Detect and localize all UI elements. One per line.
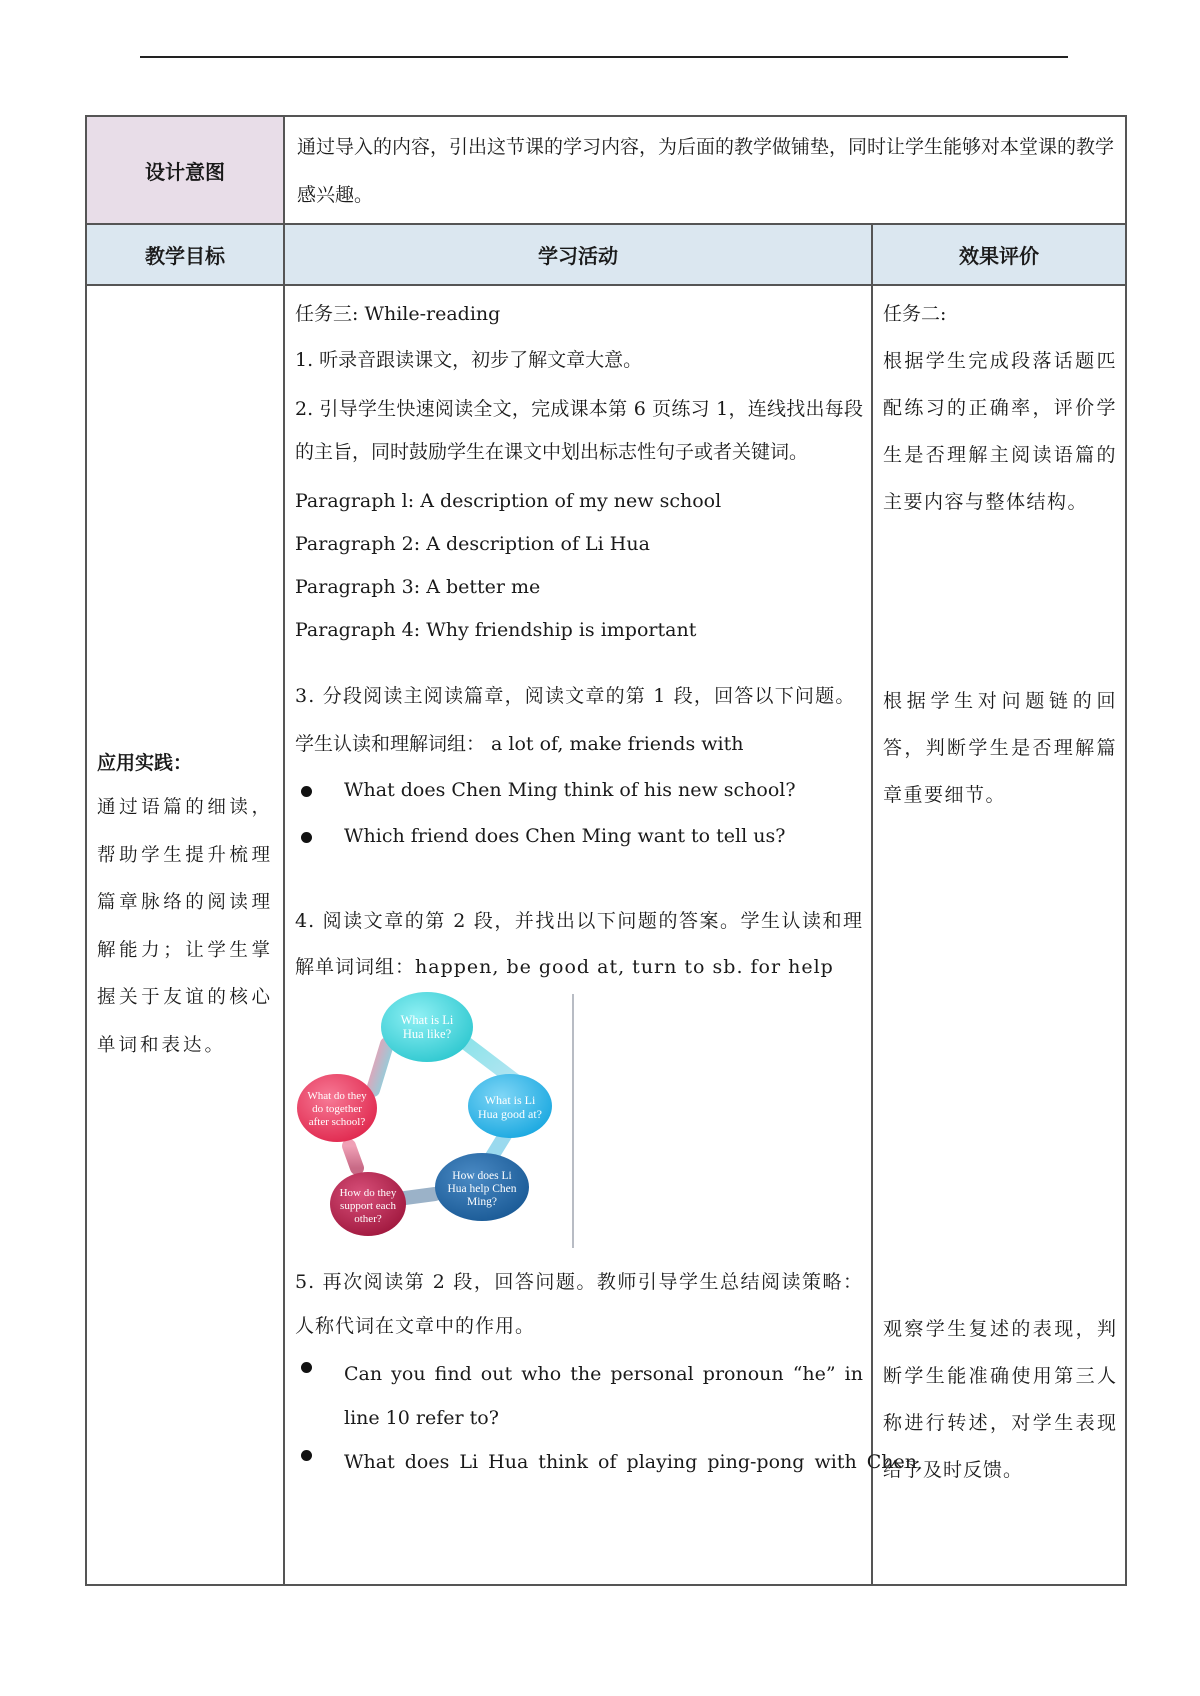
step-3-question xyxy=(295,776,863,804)
header-rule xyxy=(140,56,1068,58)
paragraph-item: Paragraph 2: A description of Li Hua xyxy=(295,533,650,555)
intent-row xyxy=(86,116,1126,224)
connector xyxy=(349,1146,357,1168)
step-3: 3. 分段阅读主阅读篇章，阅读文章的第 1 段，回答以下问题。 xyxy=(295,685,856,707)
goal-body: 通过语篇的细读，帮助学生提升梳理篇章脉络的阅读理解能力；让学生掌握关于友谊的核心单词和表达。 xyxy=(97,797,273,1056)
diagram-node xyxy=(297,1074,377,1142)
paragraph-list xyxy=(295,480,863,652)
step-5: 5. 再次阅读第 2 段，回答问题。教师引导学生总结阅读策略：人称代词在文章中的作用。 xyxy=(295,1271,863,1337)
bullet-icon xyxy=(301,786,312,797)
header-evaluation: 效果评价 xyxy=(872,224,1126,285)
svg-text:How does LiHua help ChenMing?: How does Li Hua help Chen Ming? xyxy=(447,1170,517,1208)
step-2: 2. 引导学生快速阅读全文，完成课本第 6 页练习 1，连线找出每段的主旨，同时鼓励学生在课文中划出标志性句子或者关键词。 xyxy=(295,398,863,463)
intent-label: 设计意图 xyxy=(86,116,284,224)
svg-text:What do theydo togetherafter s: What do they do together after school? xyxy=(307,1090,367,1128)
diagram-node xyxy=(381,992,473,1062)
question-text: What does Li Hua think of playing ping-pong with Chen xyxy=(344,1451,917,1473)
diagram-node xyxy=(330,1172,406,1236)
eval-3: 观察学生复述的表现，判断学生能准确使用第三人称进行转述，对学生表现给予及时反馈。 xyxy=(883,1318,1118,1481)
goal-cell xyxy=(86,285,284,1585)
paragraph-item: Paragraph l: A description of my new school xyxy=(295,490,722,512)
svg-text:What is LiHua like?: What is Li Hua like? xyxy=(400,1013,454,1041)
eval-1: 根据学生完成段落话题匹配练习的正确率，评价学生是否理解主阅读语篇的主要内容与整体结构。 xyxy=(883,350,1118,513)
question-cycle-diagram xyxy=(295,990,863,1250)
svg-text:What is LiHua good at?: What is Li Hua good at? xyxy=(478,1093,542,1121)
question-text: Which friend does Chen Ming want to tell us? xyxy=(344,825,786,847)
task-title: 任务三: While-reading xyxy=(295,303,501,325)
intent-text: 通过导入的内容，引出这节课的学习内容，为后面的教学做铺垫，同时让学生能够对本堂课的教学感兴趣。 xyxy=(297,136,1115,206)
question-text: Can you find out who the personal pronoun “he” in line 10 refer to? xyxy=(344,1363,863,1429)
header-row xyxy=(86,224,1126,285)
step-5-question xyxy=(295,1352,863,1440)
bullet-icon xyxy=(301,1450,312,1461)
connector xyxy=(373,1044,387,1090)
header-goal: 教学目标 xyxy=(86,224,284,285)
step-3-words: 学生认读和理解词组： a lot of, make friends with xyxy=(295,733,744,755)
diagram-node xyxy=(468,1074,552,1138)
step-4: 4. 阅读文章的第 2 段，并找出以下问题的答案。学生认读和理解单词词组：happen, be good at, turn to sb. for help xyxy=(295,910,863,978)
svg-text:How do theysupport eachother?: How do they support each other? xyxy=(339,1187,397,1225)
header-activity: 学习活动 xyxy=(284,224,872,285)
step-5-question xyxy=(295,1440,917,1484)
evaluation-cell xyxy=(872,285,1126,1585)
goal-title: 应用实践： xyxy=(97,752,193,774)
paragraph-item: Paragraph 4: Why friendship is important xyxy=(295,619,697,641)
eval-task-title: 任务二: xyxy=(883,303,947,325)
connector xyxy=(405,1194,435,1198)
diagram-node xyxy=(435,1153,529,1221)
intent-cell xyxy=(284,116,1126,224)
question-cycle-svg xyxy=(295,990,585,1252)
eval-2: 根据学生对问题链的回答，判断学生是否理解篇章重要细节。 xyxy=(883,690,1118,806)
bullet-icon xyxy=(301,832,312,843)
question-text: What does Chen Ming think of his new school? xyxy=(344,779,796,801)
step-1: 1. 听录音跟读课文，初步了解文章大意。 xyxy=(295,349,643,371)
step-3-question xyxy=(295,822,863,850)
lesson-plan-table xyxy=(85,115,1127,1586)
content-row xyxy=(86,285,1126,1585)
paragraph-item: Paragraph 3: A better me xyxy=(295,576,541,598)
bullet-icon xyxy=(301,1362,312,1373)
